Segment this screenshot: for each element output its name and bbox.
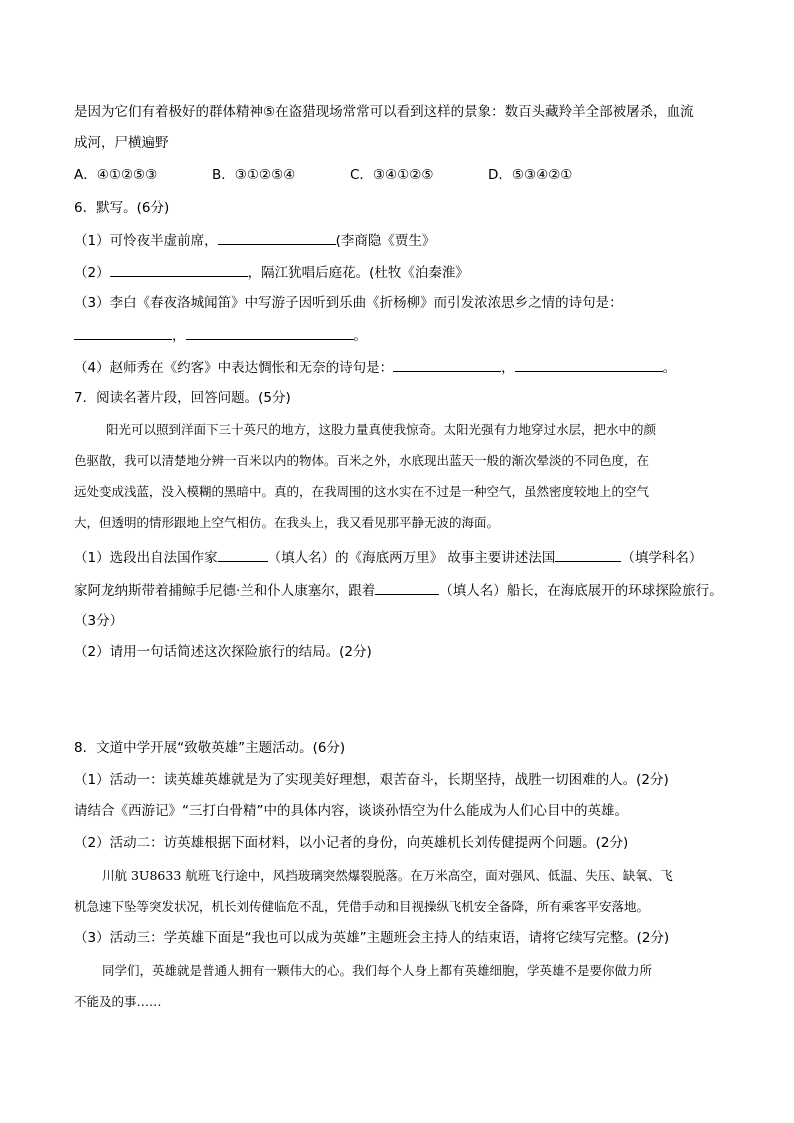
q6-item-1-post: (李商隐《贾生》 bbox=[335, 233, 436, 249]
q8-closing-line-2: 不能及的事…… bbox=[74, 994, 162, 1009]
q5-options bbox=[74, 165, 572, 185]
q7-sub-1-text-a: （1）选段出自法国作家 bbox=[74, 550, 218, 566]
q7-sub-1-text-b: （填人名）的《海底两万里》 故事主要讲述法国 bbox=[267, 550, 556, 566]
q5-option-d: D．⑤③④②① bbox=[488, 167, 573, 183]
q5-option-b: B．③①②⑤④ bbox=[212, 167, 296, 183]
q6-item-2-pre: （2） bbox=[74, 265, 110, 281]
q7-sub-1-score: （3分） bbox=[74, 613, 124, 629]
answer-blank[interactable] bbox=[375, 580, 439, 595]
answer-blank[interactable] bbox=[110, 262, 248, 277]
q7-sub-1-text-c: （填学科名） bbox=[621, 550, 703, 566]
q6-title: 6．默写。(6分) bbox=[74, 200, 170, 216]
q8-material-line-2: 机急速下坠等突发状况，机长刘传健临危不乱，凭借手动和目视操纵飞机安全备降，所有乘客平安落地。 bbox=[74, 899, 650, 914]
period: 。 bbox=[353, 328, 367, 344]
answer-blank[interactable] bbox=[218, 230, 336, 245]
q8-activity-1: （1）活动一：读英雄英雄就是为了实现美好理想，艰苦奋斗，长期坚持，战胜一切困难的人。(2分) bbox=[74, 772, 669, 788]
q6-item-1 bbox=[74, 230, 435, 251]
q5-text-line-1: 是因为它们有着极好的群体精神⑤在盗猎现场常常可以看到这样的景象：数百头藏羚羊全部被屠杀，血流 bbox=[74, 104, 694, 120]
q7-sub-1-text-e: （填人名）船长，在海底展开的环球探险旅行。 bbox=[439, 583, 723, 599]
q6-item-3: （3）李白《春夜洛城闻笛》中写游子因听到乐曲《折杨柳》而引发浓浓思乡之情的诗句是： bbox=[74, 295, 623, 311]
q7-title: 7．阅读名著片段，回答问题。(5分) bbox=[74, 390, 291, 406]
period: 。 bbox=[662, 360, 677, 376]
q8-activity-1-question: 请结合《西游记》“三打白骨精”中的具体内容，谈谈孙悟空为什么能成为人们心目中的英雄。 bbox=[74, 803, 628, 819]
q8-activity-2: （2）活动二：访英雄根据下面材料，以小记者的身份，向英雄机长刘传健提两个问题。(2分) bbox=[74, 835, 629, 851]
q7-passage-line-3: 远处变成浅蓝，没入模糊的黑暗中。真的，在我周围的这水实在不过是一种空气，虽然密度较地上的空气 bbox=[74, 484, 650, 499]
q7-passage-line-1: 阳光可以照到洋面下三十英尺的地方，这股力量真使我惊奇。太阳光强有力地穿过水层，把水中的颜 bbox=[106, 422, 657, 437]
q7-sub-1-text-d: 家阿龙纳斯带着捕鲸手尼德·兰和仆人康塞尔，跟着 bbox=[74, 583, 376, 599]
q7-passage-line-2: 色驱散，我可以清楚地分辨一百米以内的物体。百米之外，水底现出蓝天一般的渐次晕淡的不同色度，在 bbox=[74, 453, 650, 468]
q6-item-2-post: ，隔江犹唱后庭花。(杜牧《泊秦淮》 bbox=[247, 265, 469, 281]
q7-sub-2: （2）请用一句话简述这次探险旅行的结局。(2分) bbox=[74, 644, 372, 660]
answer-blank[interactable] bbox=[218, 547, 268, 562]
q6-item-3-answers bbox=[74, 325, 367, 346]
q6-item-4 bbox=[74, 357, 676, 378]
comma: ， bbox=[172, 328, 186, 344]
q8-activity-3: （3）活动三：学英雄下面是“我也可以成为英雄”主题班会主持人的结束语，请将它续写完整。(2分) bbox=[74, 930, 670, 946]
q5-option-c: C．③④①②⑤ bbox=[350, 167, 434, 183]
q5-option-a: A．④①②⑤③ bbox=[74, 167, 158, 183]
q8-material-line-1: 川航 3U8633 航班飞行途中，风挡玻璃突然爆裂脱落。在万米高空，面对强风、低温、失压、缺氧、飞 bbox=[102, 868, 673, 883]
answer-blank[interactable] bbox=[515, 357, 663, 372]
answer-blank[interactable] bbox=[186, 325, 354, 340]
q8-closing-line-1: 同学们，英雄就是普通人拥有一颗伟大的心。我们每个人身上都有英雄细胞，学英雄不是要你做力所 bbox=[102, 963, 653, 978]
answer-blank[interactable] bbox=[555, 547, 621, 562]
q7-sub-1-line-2 bbox=[74, 580, 723, 601]
answer-blank[interactable] bbox=[393, 357, 501, 372]
q5-text-line-2: 成河，尸横遍野 bbox=[74, 135, 169, 151]
q6-item-2 bbox=[74, 262, 469, 283]
comma: ， bbox=[501, 360, 515, 376]
q6-item-4-pre: （4）赵师秀在《约客》中表达惆怅和无奈的诗句是： bbox=[74, 360, 394, 376]
q7-sub-1-line-1 bbox=[74, 547, 702, 568]
q6-item-1-pre: （1）可怜夜半虚前席， bbox=[74, 233, 218, 249]
q7-passage-line-4: 大，但透明的情形跟地上空气相仿。在我头上，我又看见那平静无波的海面。 bbox=[74, 515, 500, 530]
q8-title: 8．文道中学开展“致敬英雄”主题活动。(6分) bbox=[74, 740, 346, 756]
answer-blank[interactable] bbox=[74, 325, 172, 340]
